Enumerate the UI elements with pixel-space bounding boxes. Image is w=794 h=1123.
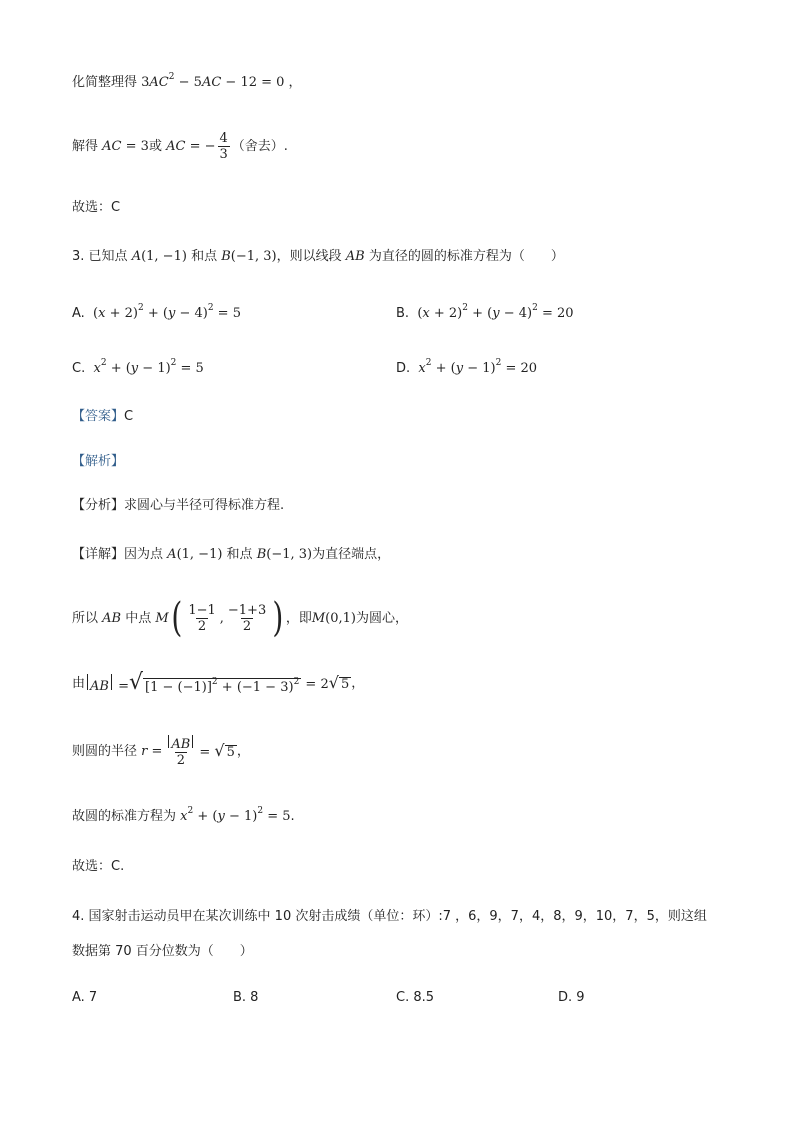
radius-suffix: ， <box>236 743 250 759</box>
distance-suffix: ， <box>351 675 365 691</box>
left-paren: ( <box>171 595 182 641</box>
q3-middle: ，则以线段 <box>276 249 342 264</box>
xiangjie-line <box>72 548 390 561</box>
choice-text: 故选：C <box>72 200 121 215</box>
option-a-label: A. <box>72 306 85 321</box>
point-a: A(1, −1) <box>131 249 192 264</box>
comma-sep: , <box>219 610 224 626</box>
fraction-ab-2: $\frac{AB}{2}$ <box>164 735 197 767</box>
option-b-equation: $(x + 2)^2 + (y - 4)^2 = 20$ <box>409 302 574 321</box>
fenxi-text: 求圆心与半径可得标准方程. <box>124 498 285 513</box>
option-c-label: C. <box>72 361 86 376</box>
question-4-line2 <box>72 945 253 958</box>
analysis-label: 【解析】 <box>72 454 125 469</box>
midpoint-ji: ，即 <box>285 610 312 626</box>
midpoint-segment: AB <box>98 610 126 626</box>
distance-prefix: 由 <box>72 675 86 691</box>
midpoint-suffix: 为圆心， <box>355 610 408 626</box>
q3-prefix: 3. 已知点 <box>72 249 128 264</box>
q4-option-c-text: C. 8.5 <box>396 990 435 1005</box>
solution-ac-3: AC = 3 <box>102 139 149 154</box>
option-d <box>396 357 538 376</box>
q4-text-1: 4. 国家射击运动员甲在某次训练中 10 次射击成绩（单位：环）:7 ，6，9，7，4，8，9，10，7，5，则这组 <box>72 909 707 924</box>
question-4-line1 <box>72 910 707 923</box>
midpoint-prefix: 所以 <box>72 610 99 626</box>
or-label: 或 <box>148 139 162 154</box>
fraction-y: $\frac{-1+3}{2}$ <box>227 602 267 634</box>
sqrt-expression: √ $[1 - (-1)]^2 + (-1 - 3)^2$ <box>129 670 300 695</box>
fraction-4-3: $\frac{4}{3}$ <box>219 131 228 162</box>
radius-result: = √ 5 <box>199 741 235 760</box>
q3-and: 和点 <box>191 249 218 264</box>
option-d-label: D. <box>396 361 411 376</box>
midpoint-label: 中点 <box>125 610 152 626</box>
option-b <box>396 302 574 321</box>
discard-label: （舍去）. <box>231 139 288 154</box>
answer-value: C <box>124 409 134 424</box>
option-c-equation: $x^2 + (y - 1)^2 = 5$ <box>93 357 204 376</box>
analysis-line <box>72 455 124 468</box>
answer-line <box>72 410 133 423</box>
final-choice-line <box>72 860 124 873</box>
radius-var: r = <box>141 743 163 759</box>
xiangjie-and: 和点 <box>226 547 253 562</box>
xiangjie-prefix: 因为点 <box>124 547 164 562</box>
xiangjie-suffix: 为直径端点， <box>312 547 391 562</box>
standard-eq-suffix: . <box>290 809 295 824</box>
option-a-equation: $(x + 2)^2 + (y - 4)^2 = 5$ <box>84 302 241 321</box>
fraction-x: $\frac{1-1}{2}$ <box>188 602 216 634</box>
final-choice-text: 故选：C. <box>72 859 125 874</box>
standard-eq-line <box>72 805 295 824</box>
fenxi-line <box>72 499 284 512</box>
xiangjie-point-a: A(1, −1) <box>167 547 227 562</box>
answer-label: 【答案】 <box>72 409 125 424</box>
option-c <box>72 357 204 376</box>
solution-ac-neg: AC = − <box>166 139 216 154</box>
standard-eq-prefix: 故圆的标准方程为 <box>72 809 177 824</box>
right-paren: ) <box>272 595 284 641</box>
distance-result: = 2 √ 5 <box>301 673 350 692</box>
option-d-equation: $x^2 + (y - 1)^2 = 20$ <box>418 357 538 376</box>
q4-option-c <box>396 990 434 1005</box>
solve-line <box>72 132 288 161</box>
point-b: B(−1, 3) <box>221 249 277 264</box>
xiangjie-point-b: B(−1, 3) <box>256 547 313 562</box>
choice-line <box>72 201 120 214</box>
standard-eq: $x^2 + (y - 1)^2 = 5$ <box>180 805 291 824</box>
center-point: M(0,1) <box>311 610 356 626</box>
radius-line <box>72 735 250 767</box>
solve-label: 解得 <box>72 139 99 154</box>
q4-option-a-text: A. 7 <box>72 990 98 1005</box>
simplify-label: 化简整理得 <box>72 75 138 90</box>
q4-option-d <box>558 990 585 1005</box>
equation-quadratic: $3AC^2 - 5AC - 12 = 0$ ， <box>137 71 302 90</box>
q4-option-b-text: B. 8 <box>233 990 259 1005</box>
midpoint-m: M <box>151 610 169 626</box>
segment-ab: AB <box>341 249 369 264</box>
xiangjie-label: 【详解】 <box>72 547 125 562</box>
radius-prefix: 则圆的半径 <box>72 743 138 759</box>
q4-option-a <box>72 990 97 1005</box>
q4-option-d-text: D. 9 <box>558 990 585 1005</box>
q3-suffix: 为直径的圆的标准方程为（ ） <box>368 249 564 264</box>
fenxi-label: 【分析】 <box>72 498 125 513</box>
midpoint-line <box>72 595 408 641</box>
q4-text-2: 数据第 70 百分位数为（ ） <box>72 944 253 959</box>
option-a <box>72 302 241 321</box>
question-3 <box>72 250 564 263</box>
distance-equation: AB = <box>85 674 129 693</box>
option-b-label: B. <box>396 306 410 321</box>
simplify-line <box>72 71 302 90</box>
distance-line <box>72 672 364 694</box>
q4-option-b <box>233 990 258 1005</box>
